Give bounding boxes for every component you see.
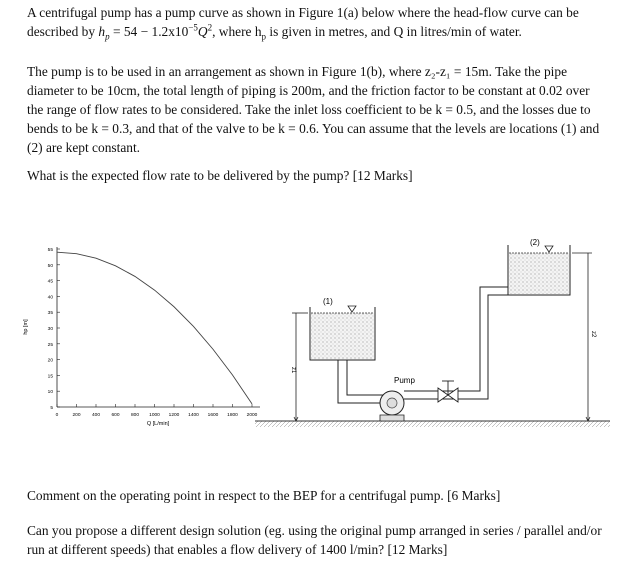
x-tick-label: 2000 [246, 413, 258, 418]
problem-intro [27, 3, 605, 41]
x-tick-label: 1000 [149, 413, 160, 418]
surface-marker-1 [348, 306, 356, 312]
x-tick-label: 1800 [227, 413, 238, 418]
y-tick-label: 10 [47, 390, 53, 396]
z2-dimension [572, 253, 592, 421]
question-2: Comment on the operating point in respect to the BEP for a centrifugal pump. [6 Marks] [27, 488, 501, 503]
y-tick-label: 25 [47, 342, 53, 348]
x-tick-label: 0 [55, 413, 59, 418]
question-1: What is the expected flow rate to be delivered by the pump? [12 Marks] [27, 168, 413, 183]
pump-system-diagram [250, 225, 615, 440]
equation-q-exponent: 2 [207, 22, 213, 33]
y-tick-label: 40 [47, 295, 53, 301]
x-tick-label: 200 [72, 413, 81, 418]
y-tick-label: 15 [47, 374, 53, 380]
equation-exponent: −5 [188, 22, 198, 33]
intro-post: , where h [212, 24, 262, 39]
x-tick-label: 800 [130, 413, 140, 418]
x-tick-label: 1400 [188, 413, 199, 418]
x-tick-label: 600 [111, 413, 120, 418]
pump-curve-chart [20, 232, 270, 437]
y-tick-label: 20 [47, 358, 53, 364]
y-tick-label: 55 [47, 248, 53, 253]
equation: $h_p$ [98, 24, 110, 42]
z1-label: z1 [290, 367, 296, 374]
equation-q: Q [197, 24, 208, 39]
hp-subscript: p [261, 31, 267, 42]
x-tick-label: 1600 [207, 413, 219, 418]
y-tick-label: 5 [50, 406, 53, 411]
y-tick-label: 50 [47, 263, 53, 269]
intro-end: is given in metres, and Q in litres/min of water. [266, 24, 522, 39]
lower-tank-water [311, 313, 374, 359]
y-tick-label: 35 [47, 311, 53, 317]
surface-marker-2 [545, 246, 553, 252]
discharge-pipe [404, 287, 508, 399]
pump-label: Pump [394, 376, 415, 385]
label-2: (2) [530, 238, 540, 247]
ground [255, 421, 610, 427]
x-axis-label: Q [L/min] [146, 421, 170, 427]
question-3: Can you propose a different design solution (eg. using the original pump arranged in series / parallel and/or run at different speeds) that enables a flow delivery of 1400 l/min? [12 Marks] [27, 523, 602, 557]
y-tick-label: 45 [47, 279, 53, 285]
suction-pipe [338, 360, 386, 403]
intro-text: A centrifugal pump has a pump curve as shown in Figure 1(a) below where the head-flow curve can be described by [27, 5, 579, 39]
x-tick-label: 1200 [168, 413, 180, 418]
problem-setup: The pump is to be used in an arrangement as shown in Figure 1(b), where z₂-z₁ = 15m. Take the pipe diameter to be 10cm, the total length of piping is 200m, and the friction factor to be constant at 0.02 over the range of flow rates to be considered. Take the inlet loss coefficient to be k = 0.5, and the losses due to bends to be k = 0.3, and that of the valve to be k = 0.6. You can assume that the levels are locations (1) and (2) are kept constant. [27, 64, 600, 155]
y-tick-label: 30 [47, 327, 53, 332]
label-1: (1) [323, 297, 333, 306]
pump-curve-line [57, 252, 252, 404]
upper-tank-water [509, 253, 569, 294]
equation-rhs: = 54 − 1.2x10 [109, 24, 189, 39]
z2-label: z2 [590, 331, 596, 338]
y-axis-label: hp [m] [23, 319, 29, 335]
x-tick-label: 400 [91, 413, 101, 418]
